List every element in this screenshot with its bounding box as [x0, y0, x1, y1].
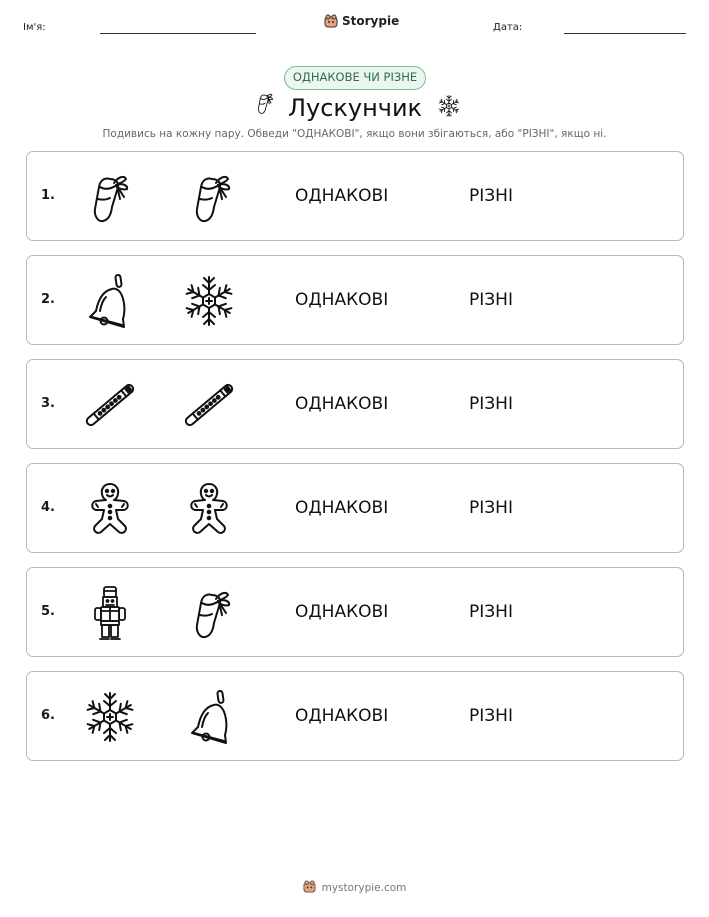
row-number: 5.	[41, 604, 55, 619]
question-row-4	[26, 463, 684, 553]
option-same[interactable]: ОДНАКОВІ	[295, 186, 389, 206]
option-same[interactable]: ОДНАКОВІ	[295, 290, 389, 310]
footer-site-link[interactable]: mystorypie.com	[321, 882, 407, 894]
instructions: Подивись на кожну пару. Обведи "ОДНАКОВІ", якщо вони збігаються, або "РІЗНІ", якщо ні.	[102, 128, 607, 140]
footer	[0, 880, 709, 896]
option-same[interactable]: ОДНАКОВІ	[295, 602, 389, 622]
question-row-1	[26, 151, 684, 241]
ballet-shoe-icon	[80, 167, 140, 227]
page-title: Лускунчик	[287, 94, 423, 122]
row-number: 4.	[41, 500, 55, 515]
question-row-3	[26, 359, 684, 449]
option-different[interactable]: РІЗНІ	[469, 498, 513, 518]
nutcracker-icon	[80, 583, 140, 643]
option-different[interactable]: РІЗНІ	[469, 394, 513, 414]
question-row-5	[26, 567, 684, 657]
option-same[interactable]: ОДНАКОВІ	[295, 394, 389, 414]
option-same[interactable]: ОДНАКОВІ	[295, 706, 389, 726]
bell-icon	[182, 687, 242, 747]
flute-icon	[80, 375, 140, 435]
option-different[interactable]: РІЗНІ	[469, 706, 513, 726]
worksheet-type-badge: ОДНАКОВЕ ЧИ РІЗНЕ	[284, 66, 426, 90]
gingerbread-man-icon	[80, 479, 140, 539]
flute-icon	[179, 375, 239, 435]
brand-logo	[324, 14, 399, 28]
gingerbread-man-icon	[179, 479, 239, 539]
row-number: 2.	[41, 292, 55, 307]
option-different[interactable]: РІЗНІ	[469, 186, 513, 206]
storypie-logo-icon	[303, 880, 316, 896]
name-label: Ім'я:	[23, 22, 46, 33]
bell-icon	[80, 271, 140, 331]
question-row-2	[26, 255, 684, 345]
snowflake-icon	[80, 687, 140, 747]
ballet-shoe-icon	[182, 167, 242, 227]
row-number: 3.	[41, 396, 55, 411]
snowflake-icon	[436, 93, 462, 119]
question-row-6	[26, 671, 684, 761]
option-same[interactable]: ОДНАКОВІ	[295, 498, 389, 518]
date-label: Дата:	[493, 22, 523, 33]
row-number: 6.	[41, 708, 55, 723]
storypie-logo-icon	[324, 14, 338, 28]
snowflake-icon	[179, 271, 239, 331]
name-field[interactable]	[100, 33, 256, 34]
date-field[interactable]	[564, 33, 686, 34]
row-number: 1.	[41, 188, 55, 203]
option-different[interactable]: РІЗНІ	[469, 290, 513, 310]
ballet-shoe-icon	[182, 583, 242, 643]
option-different[interactable]: РІЗНІ	[469, 602, 513, 622]
brand-name: Storypie	[342, 14, 400, 28]
